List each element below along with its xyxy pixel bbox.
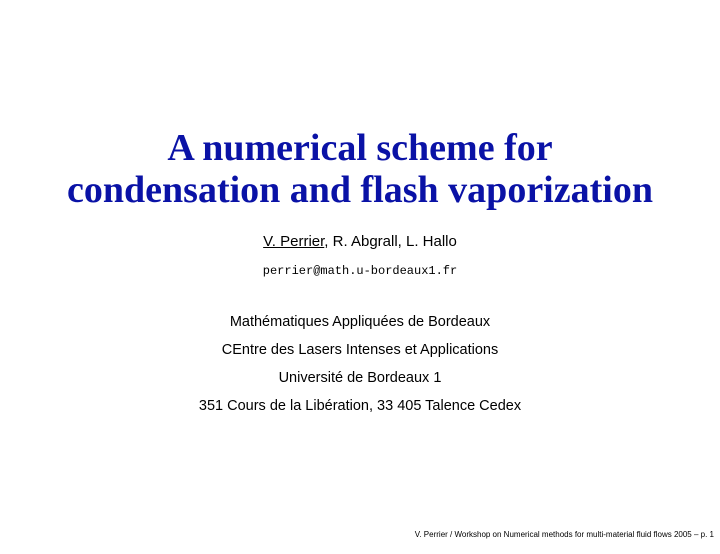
- affiliation-line-3: Université de Bordeaux 1: [278, 370, 442, 386]
- affiliation-line-2: CEntre des Lasers Intenses et Applications: [221, 342, 499, 358]
- slide-title-line-1: A numerical scheme for: [167, 127, 553, 169]
- affiliation-line-1: Mathématiques Appliquées de Bordeaux: [229, 314, 491, 330]
- slide-title-line-2: condensation and flash vaporization: [67, 169, 653, 211]
- affiliation-address: 351 Cours de la Libération, 33 405 Talence Cedex: [198, 398, 522, 414]
- coauthor-names: , R. Abgrall, L. Hallo: [324, 233, 457, 250]
- presenter-name: V. Perrier: [263, 233, 325, 250]
- author-list: [0, 233, 720, 251]
- slide-footer: V. Perrier / Workshop on Numerical methods for multi-material fluid flows 2005 – p. 1: [414, 530, 714, 539]
- slide-title: [0, 127, 720, 211]
- author-email: perrier@math.u-bordeaux1.fr: [262, 264, 458, 278]
